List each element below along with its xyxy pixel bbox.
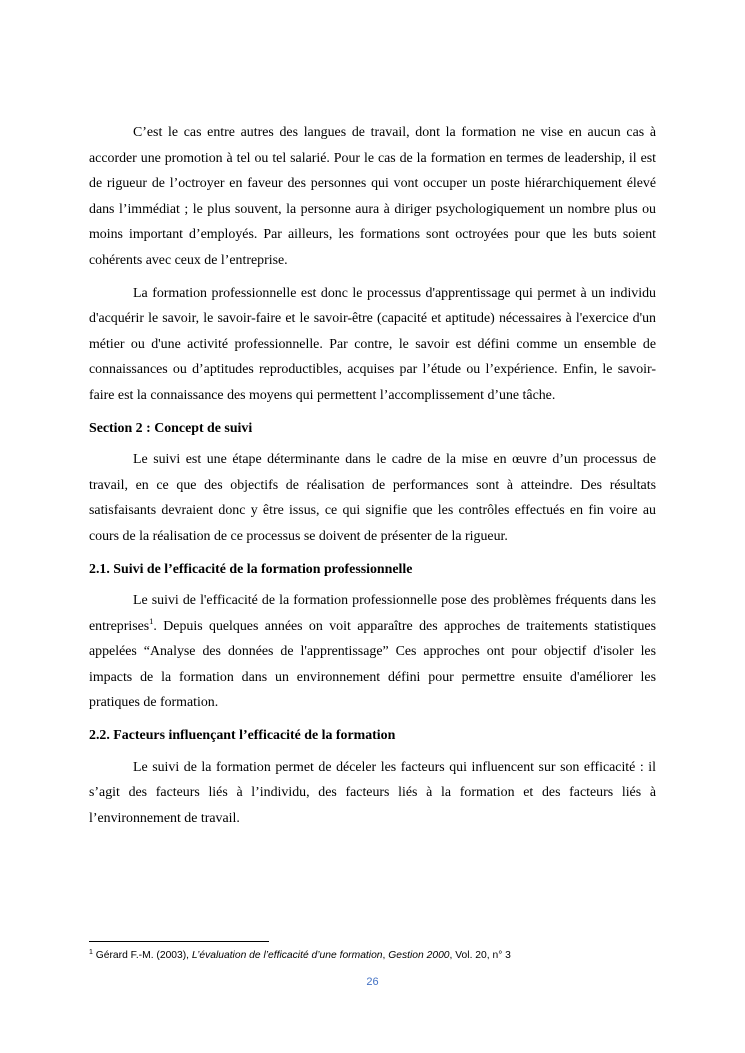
subsection-2-2-heading: 2.2. Facteurs influençant l’efficacité de la formation <box>89 728 396 744</box>
paragraph-4-text-end: . Depuis quelques années on voit apparaître des approches de traitements statistiques appelées “Analyse des données de l'apprentissage” Ces approches ont pour objectif d'isoler les impacts de la formation dans un environnement défini pour permettre ensuite d'améliorer les pratiques de formation. <box>89 618 656 711</box>
footnote-reference[interactable]: 1 <box>149 615 154 626</box>
paragraph-4-text-start: Le suivi de l'efficacité de la formation professionnelle pose des problèmes fréquents dans les entreprises <box>89 593 656 634</box>
subsection-2-1-heading: 2.1. Suivi de l’efficacité de la formation professionnelle <box>89 561 413 577</box>
page-number: 26 <box>366 976 379 988</box>
footnote-number: 1 <box>89 949 93 956</box>
footnote-title: L’évaluation de l’efficacité d’une formation <box>191 950 383 961</box>
paragraph-1: C’est le cas entre autres des langues de travail, dont la formation ne vise en aucun cas à accorder une promotion à tel ou tel salarié. Pour le cas de la formation en termes de leadership, il est de rigueur de l’octroyer en faveur des personnes qui vont occuper un poste hiérarchiquement élevé dans l’immédiat ; le plus souvent, la personne aura à diriger psychologiquement un nombre plus ou moins important d’employés. Par ailleurs, les formations sont octroyées pour que les buts soient cohérents avec ceux de l’entreprise. <box>89 125 656 268</box>
footnote-author: Gérard F.-M. (2003), <box>92 950 192 961</box>
footnote-separator-text: , <box>382 950 389 961</box>
page-body <box>89 120 656 838</box>
footnote <box>89 949 689 963</box>
footnote-journal: Gestion 2000 <box>388 950 450 961</box>
footnote-separator <box>89 941 269 942</box>
section-2-heading: Section 2 : Concept de suivi <box>89 420 253 436</box>
paragraph-5: Le suivi de la formation permet de déceler les facteurs qui influencent sur son efficacité : il s’agit des facteurs liés à l’individu, des facteurs liés à la formation et des facteurs liés à l’environnement de travail. <box>89 759 656 826</box>
paragraph-4 <box>89 588 656 716</box>
footnote-details: , Vol. 20, n° 3 <box>449 950 511 961</box>
paragraph-3: Le suivi est une étape déterminante dans le cadre de la mise en œuvre d’un processus de travail, en ce que des objectifs de réalisation de performances sont à atteindre. Des résultats satisfaisants devraient donc y être issus, ce qui signifie que les contrôles effectués en fin voire au cours de la réalisation de ce processus se doivent de présenter de la rigueur. <box>89 452 656 544</box>
paragraph-2: La formation professionnelle est donc le processus d'apprentissage qui permet à un individu d'acquérir le savoir, le savoir-faire et le savoir-être (capacité et aptitude) nécessaires à l'exercice d'un métier ou d'une activité professionnelle. Par contre, le savoir est défini comme un ensemble de connaissances ou d’aptitudes reproductibles, acquises par l’étude ou l’expérience. Enfin, le savoir-faire est la connaissance des moyens qui permettent l’accomplissement d’une tâche. <box>89 285 656 403</box>
